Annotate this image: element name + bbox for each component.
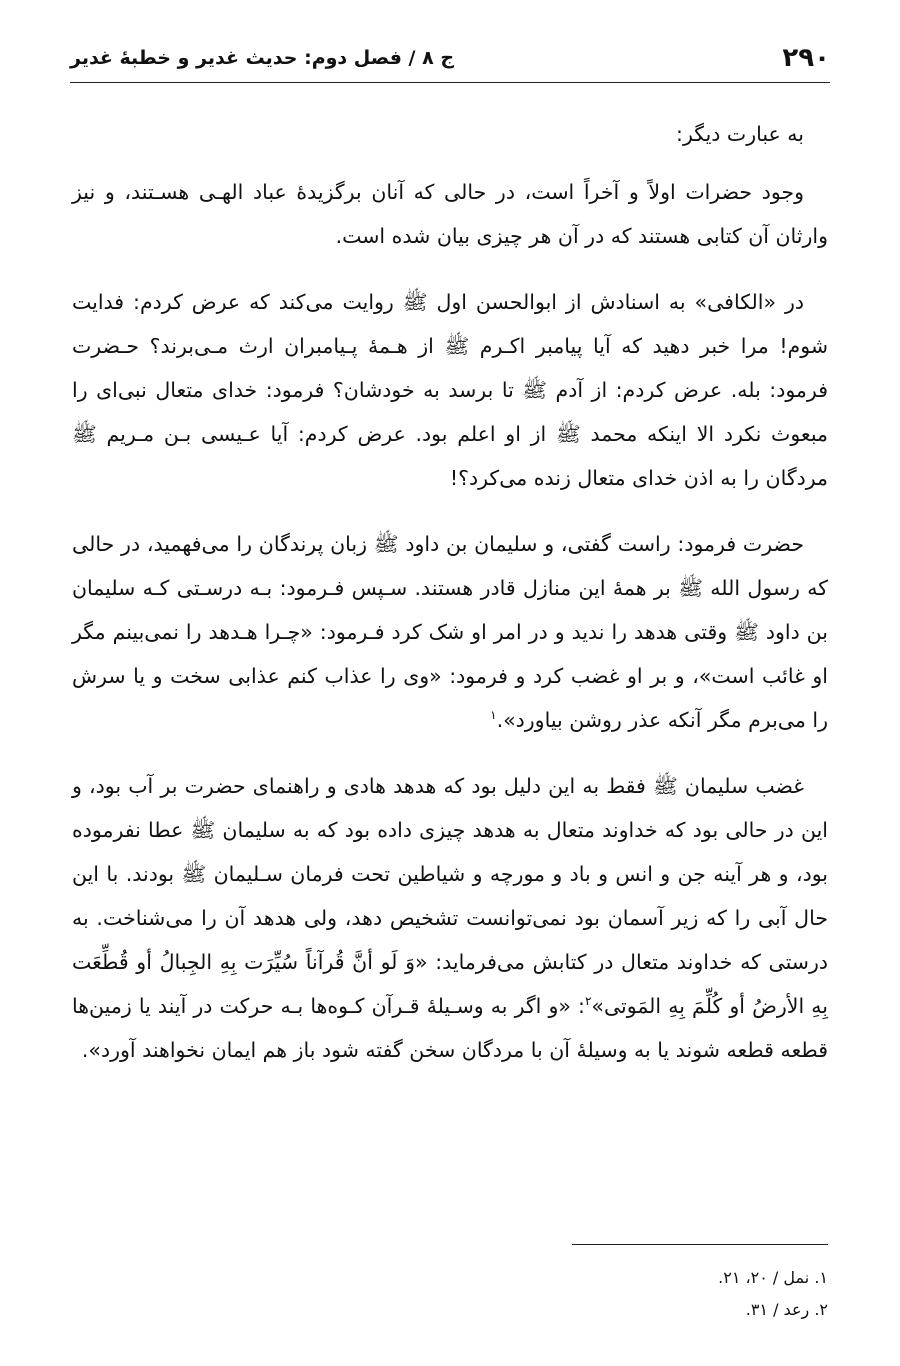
page-number: ۲۹۰ xyxy=(782,43,830,73)
paragraph-2: در «الکافی» به اسنادش از ابوالحسن اول ﷺ روایت می‌کند که عرض کردم: فدایت شوم! مرا خبر دهید که آیا پیامبر اکـرم ﷺ از هـمهٔ پـیامبران ارث مـی‌برند؟ حـضرت فرمود: بله. عرض کردم: از آدم ﷺ تا برسد به خودشان؟ فرمود: خدای متعال نبی‌ای را مبعوث نکرد الا اینکه محمد ﷺ از او اعلم بود. عرض کردم: آیا عـیسی بـن مـریم ﷺ مردگان را به اذن خدای متعال زنده می‌کرد؟! xyxy=(72,290,828,490)
chapter-title: ج ۸ / فصل دوم: حدیث غدیر و خطبهٔ غدیر xyxy=(70,47,455,69)
paragraph-3 xyxy=(72,522,828,742)
paragraph-4-translation: : «و اگر به وسـیلهٔ قـرآن کـوه‌ها بـه حرکت در آیند یا زمین‌ها قطعه قطعه شوند یا به وسیلهٔ آن با مردگان سخن گفته شود باز هم ایمان نخواهند آورد». xyxy=(72,994,828,1062)
paragraph-3-text: حضرت فرمود: راست گفتی، و سلیمان بن داود ﷺ زبان پرندگان را می‌فهمید، در حالی که رسول الله ﷺ بر همهٔ این منازل قادر هستند. سـپس فـرمود: بـه درسـتی کـه سلیمان بن داود ﷺ وقتی هدهد را ندید و در امر او شک کرد فـرمود: «چـرا هـدهد را نمی‌بینم مگر او غائب است»، و بر او غضب کرد و فرمود: «وی را عذاب کنم عذابی سخت و یا سرش را می‌برم مگر آنکه عذر روشن بیاورد». xyxy=(72,532,828,732)
paragraph-4 xyxy=(72,764,828,1072)
footnote-1: ۱. نمل / ۲۰، ۲۱. xyxy=(718,1268,828,1287)
body-text xyxy=(72,112,828,1094)
paragraph-intro: به عبارت دیگر: xyxy=(676,122,804,146)
paragraph-4-text: غضب سلیمان ﷺ فقط به این دلیل بود که هدهد هادی و راهنمای حضرت بر آب بود، و این در حالی بود که خداوند متعال به هدهد چیزی داده بود که به سلیمان ﷺ عطا نفرموده بود، و هر آینه جن و انس و باد و مورچه و شیاطین تحت فرمان سـلیمان ﷺ بودند. با این حال آبی را که زیر آسمان بود نمی‌توانست تشخیص دهد، ولی هدهد آن را می‌شناخت. به درستی که خداوند متعال در کتابش می‌فرماید: «وَ لَو أنَّ قُرآناً سُیِّرَت بِهِ الجِبالُ أو قُطِّعَت بِهِ الأرضُ أو كُلِّمَ بِهِ المَوتی» xyxy=(72,774,828,1018)
footnotes xyxy=(72,1262,828,1326)
footnote-ref-2[interactable]: ۲ xyxy=(584,994,592,1009)
running-head xyxy=(70,34,830,83)
footnote-separator xyxy=(572,1244,828,1245)
footnote-ref-1[interactable]: ۱ xyxy=(490,708,497,723)
footnote-2: ۲. رعد / ۳۱. xyxy=(745,1300,828,1319)
paragraph-1: وجود حضرات اولاً و آخراً است، در حالی که آنان برگزیدهٔ عباد الهـی هسـتند، و نیز وارثان آن کتابی هستند که در آن هر چیزی بیان شده است. xyxy=(72,180,828,248)
